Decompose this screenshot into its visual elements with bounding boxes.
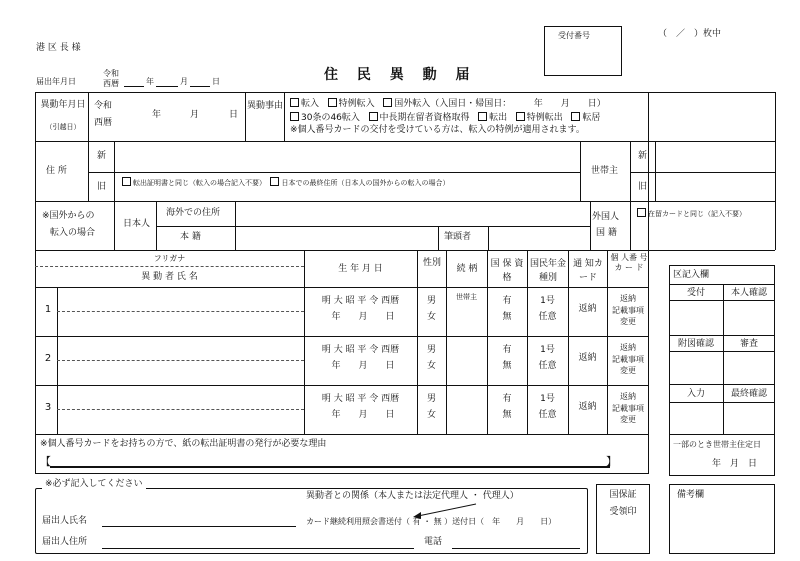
- nhi-yes[interactable]: 有: [502, 394, 512, 404]
- pension-header: 国民年金種別: [529, 259, 566, 283]
- office-review: 審査: [739, 339, 758, 349]
- mynumber-record-change-2[interactable]: 変更: [620, 366, 636, 375]
- pension-optional[interactable]: 任意: [538, 410, 557, 420]
- row-number: 1: [44, 304, 52, 315]
- sex-male[interactable]: 男: [426, 345, 436, 355]
- transfer-era-reiwa: 令和: [94, 101, 113, 111]
- office-attached-check: 附図確認: [677, 339, 714, 349]
- office-householder-date: 一部のとき世帯主住定日: [673, 440, 761, 449]
- checkbox-tenshutsu[interactable]: [478, 112, 487, 121]
- householder-new-label: 新: [638, 151, 648, 161]
- filer-address-label: 届出人住所: [42, 537, 88, 547]
- phone-input[interactable]: [452, 548, 580, 549]
- transfer-day: 日: [229, 110, 239, 120]
- checkbox-same-as-cert[interactable]: [122, 177, 131, 186]
- reason-note: ※個人番号カードの交付を受けている方は、転入の特例が適用されます。: [290, 125, 585, 135]
- required-label: ※必ず記入してください: [42, 480, 146, 489]
- nhi-no[interactable]: 無: [502, 361, 512, 371]
- reason-note: ※個人番号カードをお持ちの方で、紙の転出証明書の発行が必要な理由: [40, 439, 327, 449]
- residence-card-option: 在留カードと同じ（記入不要）: [637, 208, 746, 218]
- notice-card-header: 通 知カード: [573, 259, 603, 283]
- mynumber-record-change-2[interactable]: 変更: [620, 317, 636, 326]
- reason-input-line[interactable]: [50, 466, 610, 468]
- sex-header: 性別: [422, 258, 441, 268]
- transfer-era-seireki: 西暦: [94, 118, 113, 128]
- mynumber-return[interactable]: 返納: [620, 343, 636, 352]
- phone-label: 電話: [424, 537, 443, 547]
- checkbox-tennyu[interactable]: [290, 98, 299, 107]
- birth-header: 生 年 月 日: [338, 264, 383, 274]
- receipt-number-label: 受付番号: [558, 31, 590, 40]
- checkbox-tokurei-tennyu[interactable]: [328, 98, 337, 107]
- abroad-label-2: 転入の場合: [50, 228, 96, 238]
- mynumber-record-change-2[interactable]: 変更: [620, 415, 636, 424]
- nhi-no[interactable]: 無: [502, 312, 512, 322]
- filed-month: 月: [180, 77, 188, 86]
- notice-card-return[interactable]: 返納: [578, 304, 597, 314]
- remarks-label: 備考欄: [677, 490, 705, 500]
- bracket-close: 】: [606, 455, 617, 468]
- checkbox-last-japan-address[interactable]: [270, 177, 279, 186]
- filer-address-input[interactable]: [102, 548, 414, 549]
- address-new-label: 新: [97, 151, 107, 161]
- receipt-seal-label: 受領印: [609, 507, 637, 517]
- checkbox-30-46[interactable]: [290, 112, 299, 121]
- mynumber-return[interactable]: 返納: [620, 392, 636, 401]
- foreigner-label: 外国人: [592, 212, 620, 222]
- form-title: 住 民 異 動 届: [324, 67, 477, 83]
- notice-card-return[interactable]: 返納: [578, 402, 597, 412]
- checkbox-mid-long[interactable]: [369, 112, 378, 121]
- householder-label: 世帯主: [591, 166, 619, 176]
- row-number: 2: [44, 353, 52, 364]
- address-old-label: 旧: [97, 182, 107, 192]
- japanese-label: 日本人: [123, 219, 151, 229]
- nhi-yes[interactable]: 有: [502, 345, 512, 355]
- transfer-year: 年: [152, 110, 162, 120]
- sex-male[interactable]: 男: [426, 394, 436, 404]
- relation-header: 続 柄: [456, 264, 478, 274]
- pension-1[interactable]: 1号: [540, 345, 555, 355]
- filed-day: 日: [212, 77, 220, 86]
- sex-female[interactable]: 女: [426, 361, 436, 371]
- card-inquiry: カード継続利用照会書送付（ 有 ・ 無 ）送付日（ 年 月 日）: [306, 517, 557, 526]
- nhi-cert-label: 国保証: [609, 490, 637, 500]
- transfer-date-label: 異動年月日: [40, 100, 86, 110]
- page-count: （ ／ ）枚中: [658, 29, 722, 39]
- birth-ymd[interactable]: 年 月 日: [331, 312, 395, 322]
- filer-name-input[interactable]: [102, 526, 296, 527]
- office-input: 入力: [686, 389, 705, 399]
- reason-row-1: 転入 特例転入 国外転入（入国日・帰国日： 年 月 日）: [290, 98, 606, 109]
- abroad-label-1: ※国外からの: [42, 211, 95, 221]
- birth-eras[interactable]: 明 大 昭 平 令 西暦: [321, 345, 400, 355]
- filed-date-label: 届出年月日: [36, 77, 76, 86]
- reason-row-2: 30条の46転入 中長期在留者資格取得 転出 特例転出 転居: [290, 112, 600, 123]
- nhi-yes[interactable]: 有: [502, 296, 512, 306]
- office-received: 受付: [686, 288, 705, 298]
- birth-eras[interactable]: 明 大 昭 平 令 西暦: [321, 394, 400, 404]
- mynumber-return[interactable]: 返納: [620, 294, 636, 303]
- sex-male[interactable]: 男: [426, 296, 436, 306]
- office-title: 区記入欄: [673, 270, 710, 280]
- householder-old-label: 旧: [638, 182, 648, 192]
- address-label: 住 所: [46, 166, 67, 176]
- checkbox-tokurei-tenshutsu[interactable]: [516, 112, 525, 121]
- relation-value[interactable]: 世帯主: [456, 293, 477, 301]
- transfer-month: 月: [190, 110, 200, 120]
- filed-year: 年: [146, 77, 154, 86]
- transfer-date-sub: （引越日）: [45, 123, 81, 131]
- mynumber-record-change[interactable]: 記載事項: [612, 306, 644, 315]
- checkbox-overseas-tennyu[interactable]: [383, 98, 392, 107]
- checkbox-same-as-residence-card[interactable]: [637, 208, 646, 217]
- mynumber-record-change[interactable]: 記載事項: [612, 404, 644, 413]
- pension-1[interactable]: 1号: [540, 394, 555, 404]
- head-of-register-label: 筆頭者: [444, 232, 472, 242]
- addressee: 港 区 長 様: [36, 43, 81, 53]
- filed-era-reiwa: 令和: [103, 69, 119, 78]
- filer-name-label: 届出人氏名: [42, 516, 88, 526]
- sex-female[interactable]: 女: [426, 312, 436, 322]
- bracket-open: 【: [40, 455, 51, 468]
- name-header: 異 動 者 氏 名: [141, 272, 198, 282]
- overseas-address-label: 海外での住所: [166, 208, 221, 218]
- relation-label: 異動者との関係（本人または法定代理人 ・ 代理人）: [306, 491, 519, 501]
- pension-optional[interactable]: 任意: [538, 361, 557, 371]
- furigana-header: フリガナ: [153, 254, 186, 263]
- registry-label: 本 籍: [180, 232, 201, 242]
- row-number: 3: [44, 402, 52, 413]
- pension-1[interactable]: 1号: [540, 296, 555, 306]
- nhi-header: 国 保 資 格: [490, 259, 524, 283]
- filed-era-seireki: 西暦: [103, 79, 119, 88]
- reason-label: 異動事由: [247, 101, 284, 111]
- mynumber-record-change[interactable]: 記載事項: [612, 355, 644, 364]
- notice-card-return[interactable]: 返納: [578, 353, 597, 363]
- birth-ymd[interactable]: 年 月 日: [331, 410, 395, 420]
- nhi-no[interactable]: 無: [502, 410, 512, 420]
- checkbox-tenkyo[interactable]: [571, 112, 580, 121]
- address-old-options: 転出証明書と同じ（転入の場合記入不要） 日本での最終住所（日本人の国外からの転入の場合）: [122, 177, 449, 187]
- sex-female[interactable]: 女: [426, 410, 436, 420]
- office-final-check: 最終確認: [730, 389, 767, 399]
- office-ymd: 年 月 日: [712, 459, 758, 469]
- pension-optional[interactable]: 任意: [538, 312, 557, 322]
- mynumber-card-header: 個 人番 号カ ー ド: [610, 253, 648, 272]
- office-id-check: 本人確認: [730, 288, 767, 298]
- nationality-label: 国 籍: [596, 228, 617, 238]
- birth-eras[interactable]: 明 大 昭 平 令 西暦: [321, 296, 400, 306]
- birth-ymd[interactable]: 年 月 日: [331, 361, 395, 371]
